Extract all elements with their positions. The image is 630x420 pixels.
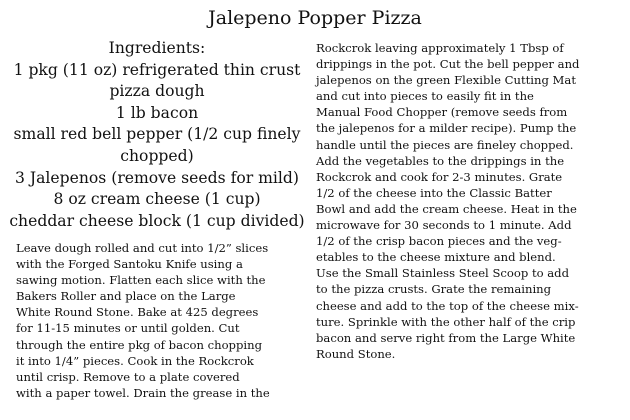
direction-line: Add the vegetables to the drippings in the — [316, 153, 565, 168]
direction-line: the jalepenos for a milder recipe). Pump the — [316, 121, 577, 136]
direction-line: it into 1/4” pieces. Cook in the Rockcrok — [16, 353, 254, 368]
direction-line: with a paper towel. Drain the grease in the — [16, 385, 270, 400]
ingredients-heading: Ingredients: — [108, 39, 206, 57]
recipe-title: Jalepeno Popper Pizza — [208, 7, 422, 29]
directions-left-column — [16, 240, 312, 401]
ingredient-line: small red bell pepper (1/2 cup finely — [13, 125, 301, 144]
direction-line: handle until the pieces are fineley chopped. — [316, 137, 574, 152]
ingredient-line: 1 pkg (11 oz) refrigerated thin crust — [13, 60, 301, 79]
direction-line: Bakers Roller and place on the Large — [16, 289, 236, 304]
ingredient-line: chopped) — [120, 146, 194, 165]
ingredient-line: cheddar cheese block (1 cup divided) — [9, 211, 305, 230]
direction-line: to the pizza crusts. Grate the remaining — [316, 282, 552, 297]
direction-line: sawing motion. Flatten each slice with the — [16, 273, 266, 288]
direction-line: and cut into pieces to easily fit in the — [316, 89, 534, 104]
ingredient-line: 8 oz cream cheese (1 cup) — [53, 190, 261, 209]
direction-line: Use the Small Stainless Steel Scoop to add — [316, 266, 570, 281]
direction-line: etables to the cheese mixture and blend. — [316, 250, 556, 265]
direction-line: White Round Stone. Bake at 425 degrees — [16, 305, 259, 320]
direction-line: drippings in the pot. Cut the bell pepper and — [316, 57, 580, 72]
direction-line: ture. Sprinkle with the other half of the crip — [316, 314, 576, 329]
ingredients-section — [0, 38, 314, 232]
direction-line: 1/2 of the cheese into the Classic Batter — [316, 185, 552, 200]
ingredient-line: pizza dough — [109, 82, 205, 101]
direction-line: through the entire pkg of bacon chopping — [16, 337, 262, 352]
direction-line: cheese and add to the top of the cheese mix- — [316, 298, 579, 313]
ingredient-line: 3 Jalepenos (remove seeds for mild) — [15, 168, 299, 187]
direction-line: for 11-15 minutes or until golden. Cut — [16, 321, 240, 336]
direction-line: Rockcrok leaving approximately 1 Tbsp of — [316, 41, 564, 55]
direction-line: Leave dough rolled and cut into 1/2” slices — [16, 241, 269, 255]
directions-right-column — [316, 40, 626, 362]
direction-line: bacon and serve right from the Large White — [316, 330, 576, 345]
direction-line: Rockcrok and cook for 2-3 minutes. Grate — [316, 169, 563, 184]
direction-line: until crisp. Remove to a plate covered — [16, 369, 240, 384]
direction-line: Round Stone. — [316, 346, 396, 361]
direction-line: jalepenos on the green Flexible Cutting Mat — [316, 73, 576, 88]
ingredient-line: 1 lb bacon — [115, 103, 199, 122]
direction-line: 1/2 of the crisp bacon pieces and the veg- — [316, 234, 562, 249]
direction-line: Manual Food Chopper (remove seeds from — [316, 105, 568, 120]
direction-line: Bowl and add the cream cheese. Heat in the — [316, 201, 577, 216]
direction-line: microwave for 30 seconds to 1 minute. Add — [316, 218, 572, 233]
direction-line: with the Forged Santoku Knife using a — [16, 257, 243, 272]
